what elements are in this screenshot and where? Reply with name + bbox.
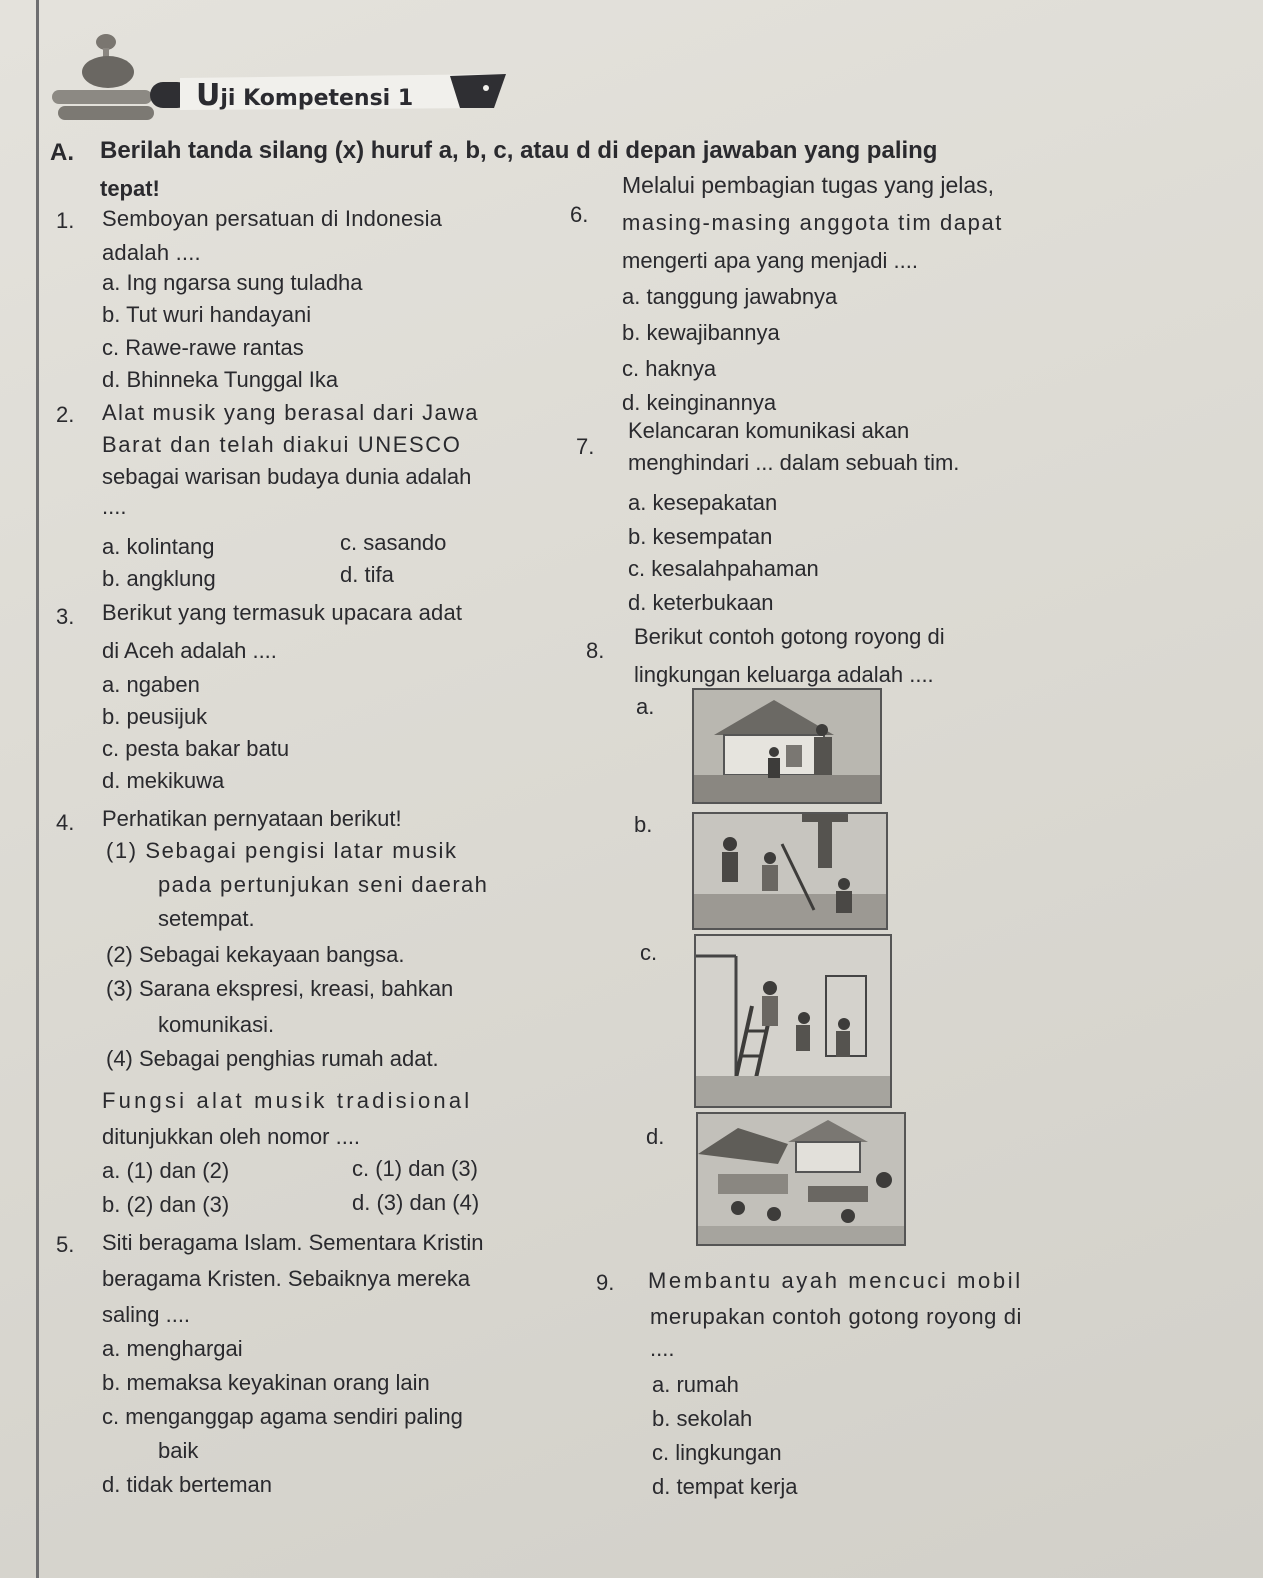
house-family-illustration	[694, 690, 880, 802]
q6-number: 6.	[570, 202, 589, 227]
section-letter: A.	[50, 139, 74, 166]
q3-option-b[interactable]: b. peusijuk	[102, 704, 208, 729]
q5-option-b[interactable]: b. memaksa keyakinan orang lain	[102, 1370, 430, 1395]
q4-number: 4.	[56, 810, 75, 835]
q3-text-2: di Aceh adalah ....	[102, 638, 277, 663]
q5-option-a[interactable]: a. menghargai	[102, 1336, 243, 1361]
q9-option-a[interactable]: a. rumah	[652, 1372, 739, 1397]
q8-option-b[interactable]: b.	[634, 812, 653, 837]
q8-option-a[interactable]: a.	[636, 694, 655, 719]
q4-statement-2: (2) Sebagai kekayaan bangsa.	[106, 942, 405, 967]
q2-text-1: Alat musik yang berasal dari Jawa	[102, 400, 479, 425]
q8-picture-d[interactable]	[696, 1112, 906, 1246]
q2-text-2: Barat dan telah diakui UNESCO	[102, 432, 462, 457]
q3-option-a[interactable]: a. ngaben	[102, 672, 200, 697]
q9-text-3: ....	[650, 1336, 675, 1361]
q5-number: 5.	[56, 1232, 75, 1257]
q5-text-3: saling ....	[102, 1302, 191, 1327]
q9-option-c[interactable]: c. lingkungan	[652, 1440, 782, 1465]
q7-option-d[interactable]: d. keterbukaan	[628, 590, 774, 615]
q9-number: 9.	[596, 1270, 615, 1295]
room-decorating-illustration	[696, 936, 890, 1106]
q4-option-c[interactable]: c. (1) dan (3)	[352, 1156, 478, 1181]
q4-option-a[interactable]: a. (1) dan (2)	[102, 1158, 230, 1183]
q5-option-c[interactable]: c. menganggap agama sendiri paling	[102, 1404, 463, 1429]
q4-text-1: Perhatikan pernyataan berikut!	[102, 806, 402, 831]
q2-option-c[interactable]: c. sasando	[340, 530, 447, 555]
q7-option-b[interactable]: b. kesempatan	[628, 524, 773, 549]
q1-text-2: adalah ....	[102, 240, 201, 265]
q8-text-2: lingkungan keluarga adalah ....	[634, 662, 934, 687]
q2-text-4: ....	[102, 494, 127, 519]
q7-text-1: Kelancaran komunikasi akan	[628, 418, 910, 443]
left-margin-line	[36, 0, 39, 1578]
q6-option-c[interactable]: c. haknya	[622, 356, 717, 381]
q8-text-1: Berikut contoh gotong royong di	[634, 624, 945, 649]
q3-option-c[interactable]: c. pesta bakar batu	[102, 736, 290, 761]
q9-text-2: merupakan contoh gotong royong di	[650, 1304, 1023, 1329]
village-cooperation-illustration	[698, 1114, 904, 1244]
school-cleaning-illustration	[694, 814, 886, 928]
q5-option-d[interactable]: d. tidak berteman	[102, 1472, 272, 1497]
q1-option-b[interactable]: b. Tut wuri handayani	[102, 302, 312, 327]
q2-text-3: sebagai warisan budaya dunia adalah	[102, 464, 472, 489]
q4-option-d[interactable]: d. (3) dan (4)	[352, 1190, 480, 1215]
q2-number: 2.	[56, 402, 75, 427]
q8-picture-a[interactable]	[692, 688, 882, 804]
q1-text-1: Semboyan persatuan di Indonesia	[102, 206, 443, 231]
q4-text-3: ditunjukkan oleh nomor ....	[102, 1124, 361, 1149]
q6-text-1: Melalui pembagian tugas yang jelas,	[622, 172, 995, 198]
q2-option-d[interactable]: d. tifa	[340, 562, 394, 587]
q8-number: 8.	[586, 638, 605, 663]
q8-picture-c[interactable]	[694, 934, 892, 1108]
q4-option-b[interactable]: b. (2) dan (3)	[102, 1192, 230, 1217]
page-title: Uji Kompetensi 1	[196, 78, 414, 113]
q7-number: 7.	[576, 434, 595, 459]
q1-option-c[interactable]: c. Rawe-rawe rantas	[102, 335, 304, 360]
q4-text-2: Fungsi alat musik tradisional	[102, 1088, 473, 1113]
q6-option-d[interactable]: d. keinginannya	[622, 390, 777, 415]
q4-statement-1c: setempat.	[158, 906, 255, 931]
q3-option-d[interactable]: d. mekikuwa	[102, 768, 225, 793]
instruction-line-2: tepat!	[100, 176, 160, 201]
q6-text-3: mengerti apa yang menjadi ....	[622, 248, 918, 273]
q8-option-d[interactable]: d.	[646, 1124, 665, 1149]
instruction-line-1: Berilah tanda silang (x) huruf a, b, c, atau d di depan jawaban yang paling	[100, 137, 938, 164]
q4-statement-4: (4) Sebagai penghias rumah adat.	[106, 1046, 439, 1071]
q5-text-1: Siti beragama Islam. Sementara Kristin	[102, 1230, 484, 1255]
q2-option-a[interactable]: a. kolintang	[102, 534, 215, 559]
q6-option-a[interactable]: a. tanggung jawabnya	[622, 284, 838, 309]
q1-option-a[interactable]: a. Ing ngarsa sung tuladha	[102, 270, 363, 295]
q1-number: 1.	[56, 208, 75, 233]
q5-text-2: beragama Kristen. Sebaiknya mereka	[102, 1266, 471, 1291]
q4-statement-3a: (3) Sarana ekspresi, kreasi, bahkan	[106, 976, 454, 1001]
q7-option-c[interactable]: c. kesalahpahaman	[628, 556, 819, 581]
q7-option-a[interactable]: a. kesepakatan	[628, 490, 778, 515]
q2-option-b[interactable]: b. angklung	[102, 566, 216, 591]
q5-option-c-cont: baik	[158, 1438, 199, 1463]
q9-option-d[interactable]: d. tempat kerja	[652, 1474, 798, 1499]
q3-number: 3.	[56, 604, 75, 629]
q1-option-d[interactable]: d. Bhinneka Tunggal Ika	[102, 367, 339, 392]
q4-statement-1a: (1) Sebagai pengisi latar musik	[106, 838, 458, 863]
q9-text-1: Membantu ayah mencuci mobil	[648, 1268, 1023, 1293]
q4-statement-3b: komunikasi.	[158, 1012, 275, 1037]
q6-option-b[interactable]: b. kewajibannya	[622, 320, 780, 345]
q4-statement-1b: pada pertunjukan seni daerah	[158, 872, 489, 897]
q7-text-2: menghindari ... dalam sebuah tim.	[628, 450, 960, 475]
q6-text-2: masing-masing anggota tim dapat	[622, 210, 1004, 235]
q8-option-c[interactable]: c.	[640, 940, 658, 965]
q9-option-b[interactable]: b. sekolah	[652, 1406, 753, 1431]
q3-text-1: Berikut yang termasuk upacara adat	[102, 600, 463, 625]
q8-picture-b[interactable]	[692, 812, 888, 930]
